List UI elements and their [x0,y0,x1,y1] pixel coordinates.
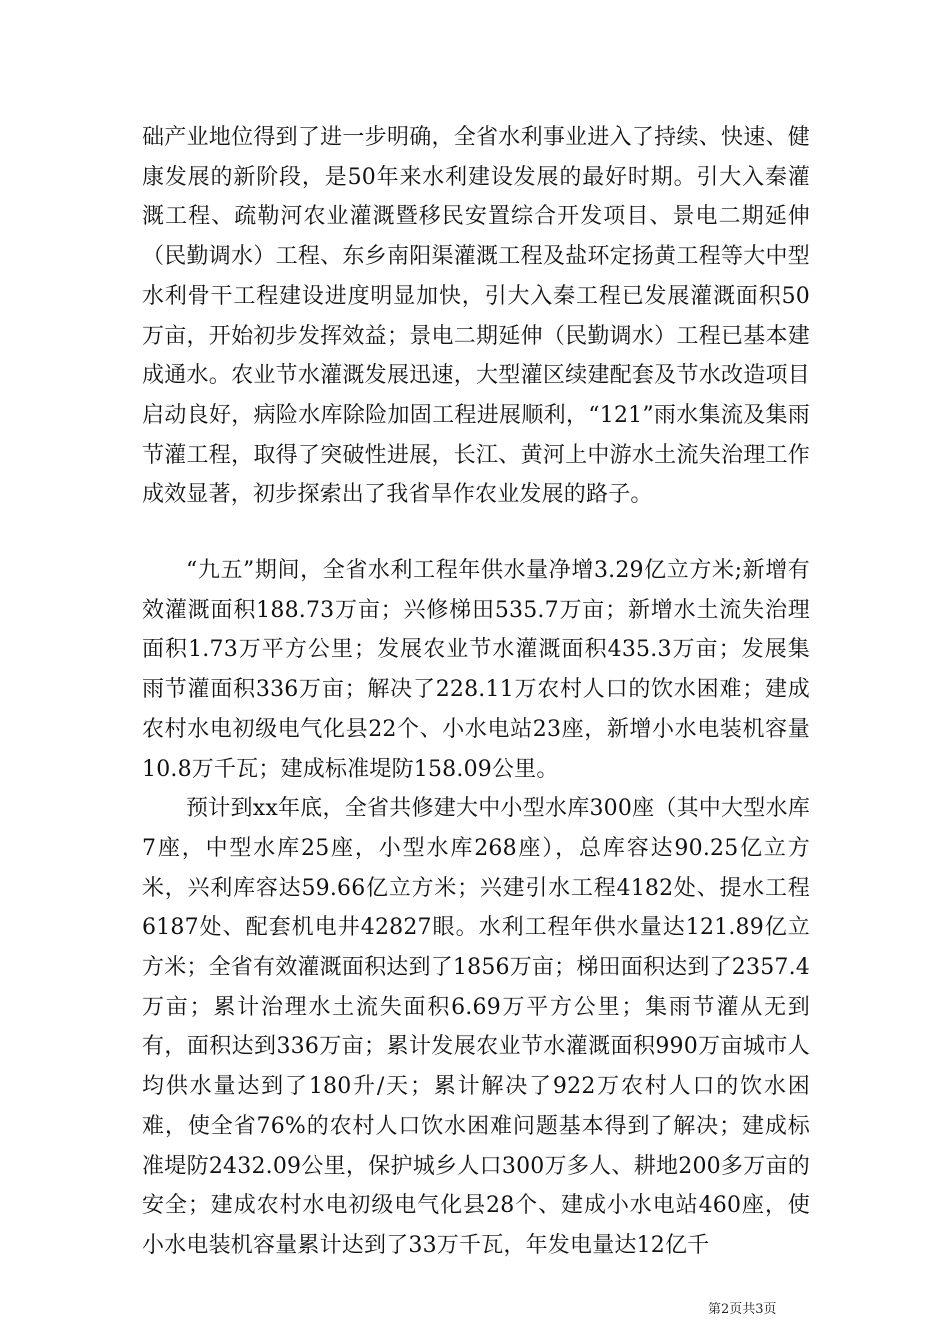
paragraph-2: “九五”期间，全省水利工程年供水量净增3.29亿立方米;新增有效灌溉面积188.73万亩；兴修梯田535.7万亩；新增水土流失治理面积1.73万平方公里；发展农业节水灌溉面积435.3万亩；发展集雨节灌面积336万亩；解决了228.11万农村人口的饮水困难；建成农村水电初级电气化县22个、小水电站23座，新增小水电装机容量10.8万千瓦；建成标准堤防158.09公里。 [142,558,810,782]
paragraph-1: 础产业地位得到了进一步明确，全省水利事业进入了持续、快速、健康发展的新阶段，是50年来水利建设发展的最好时期。引大入秦灌溉工程、疏勒河农业灌溉暨移民安置综合开发项目、景电二期延伸（民勤调水）工程、东乡南阳渠灌溉工程及盐环定扬黄工程等大中型水利骨干工程建设进度明显加快，引大入秦工程已发展灌溉面积50万亩，开始初步发挥效益；景电二期延伸（民勤调水）工程已基本建成通水。农业节水灌溉发展迅速，大型灌区续建配套及节水改造项目启动良好，病险水库除险加固工程进展顺利，“121”雨水集流及集雨节灌工程，取得了突破性进展，长江、黄河上中游水土流失治理工作成效显著，初步探索出了我省旱作农业发展的路子。 [142,125,810,508]
page-number-footer: 第2页共3页 [708,1302,777,1317]
document-body [142,118,810,1266]
paragraph-3: 预计到xx年底，全省共修建大中小型水库300座（其中大型水库7座，中型水库25座，小型水库268座），总库容达90.25亿立方米，兴利库容达59.66亿立方米；兴建引水工程4182处、提水工程6187处、配套机电井42827眼。水利工程年供水量达121.89亿立方米；全省有效灌溉面积达到了1856万亩；梯田面积达到了2357.4万亩；累计治理水土流失面积6.69万平方公里；集雨节灌从无到有，面积达到336万亩；累计发展农业节水灌溉面积990万亩城市人均供水量达到了180升/天；累计解决了922万农村人口的饮水困难，使全省76%的农村人口饮水困难问题基本得到了解决；建成标准堤防2432.09公里，保护城乡人口300万多人、耕地200多万亩的安全；建成农村水电初级电气化县28个、建成小水电站460座，使小水电装机容量累计达到了33万千瓦，年发电量达12亿千 [142,796,810,1258]
